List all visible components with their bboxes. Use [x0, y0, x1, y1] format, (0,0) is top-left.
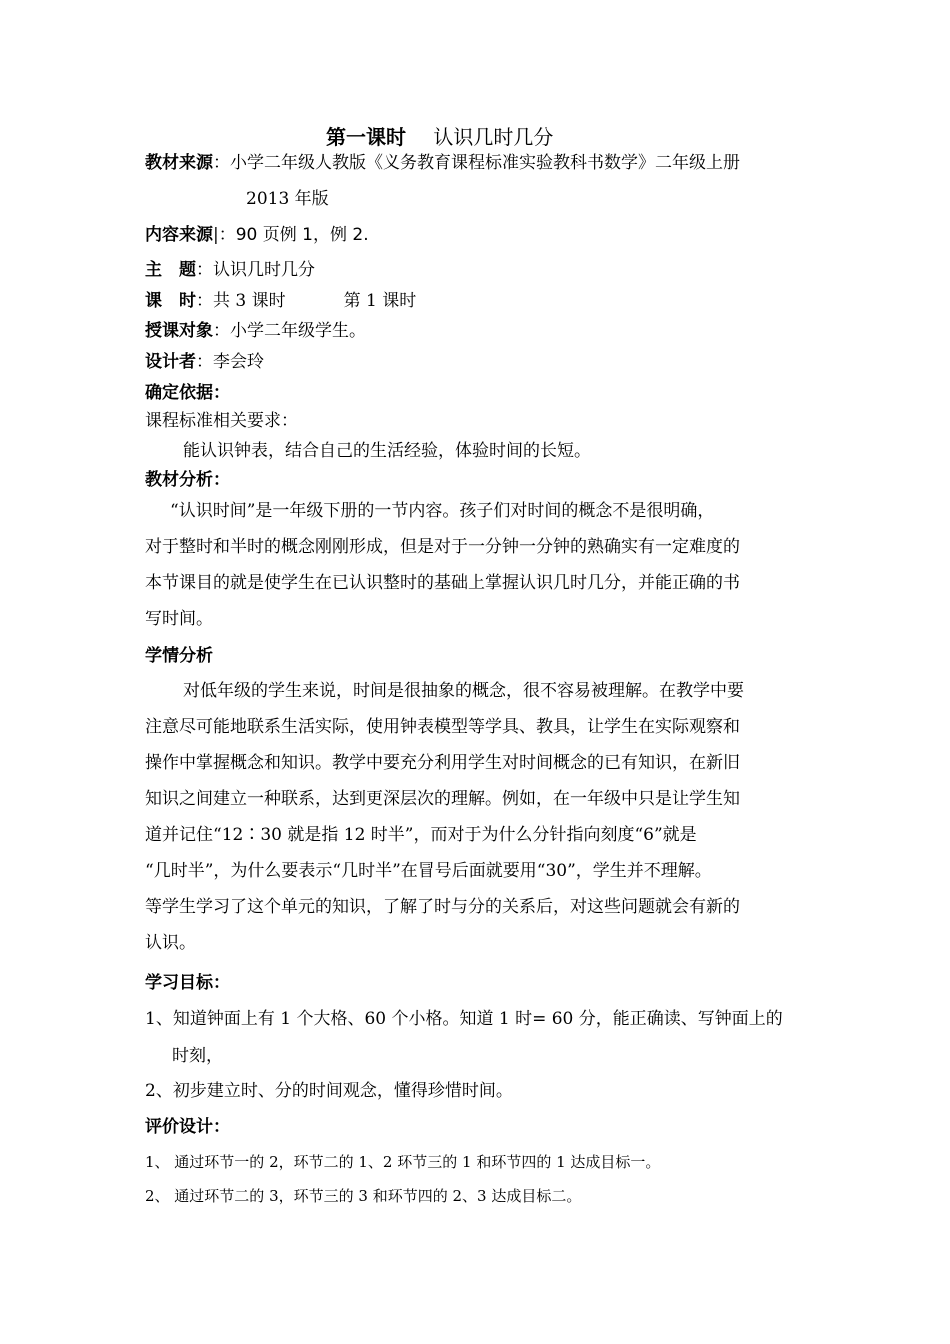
- designer-label: 设计者: [145, 352, 196, 372]
- analysis-heading: 教材分析：: [145, 470, 230, 490]
- content-source-label: 内容来源: [145, 225, 213, 245]
- goals-item-1: 1、知道钟面上有 1 个大格、60 个小格。知道 1 时= 60 分，能正确读、写钟面上的: [145, 1009, 783, 1029]
- goals-item-2: 2、初步建立时、分的时间观念，懂得珍惜时间。: [145, 1081, 513, 1101]
- evaluation-item-1: 1、 通过环节一的 2，环节二的 1、2 环节三的 1 和环节四的 1 达成目标一。: [145, 1153, 661, 1171]
- period-sep: ：: [196, 291, 213, 311]
- designer-line: [145, 351, 264, 373]
- audience-label: 授课对象: [145, 321, 213, 341]
- designer-sep: ：: [196, 352, 213, 372]
- basis-line-2: 能认识钟表，结合自己的生活经验，体验时间的长短。: [183, 441, 591, 461]
- topic-text: 认识几时几分: [213, 260, 315, 280]
- title-main: 第一课时: [326, 125, 406, 149]
- source-sep: ：: [213, 153, 230, 173]
- content-source-sep: |：: [213, 225, 236, 245]
- situation-line-6: “几时半”，为什么要表示“几时半”在冒号后面就要用“30”，学生并不理解。: [145, 861, 712, 881]
- goals-heading: 学习目标：: [145, 973, 230, 993]
- source-line-2: 2013 年版: [246, 189, 329, 209]
- situation-line-8: 认识。: [145, 933, 196, 953]
- basis-heading: 确定依据：: [145, 383, 230, 403]
- situation-line-3: 操作中掌握概念和知识。教学中要充分利用学生对时间概念的已有知识，在新旧: [145, 753, 740, 773]
- situation-line-5: 道并记住“12∶30 就是指 12 时半”，而对于为什么分针指向刻度“6”就是: [145, 825, 697, 845]
- situation-line-4: 知识之间建立一种联系，达到更深层次的理解。例如，在一年级中只是让学生知: [145, 789, 740, 809]
- topic-sep: ：: [196, 260, 213, 280]
- analysis-line-1: “认识时间”是一年级下册的一节内容。孩子们对时间的概念不是很明确，: [170, 501, 715, 521]
- period-text: 共 3 课时: [213, 291, 286, 311]
- goals-item-1-cont: 时刻，: [172, 1046, 223, 1066]
- basis-line-1: 课程标准相关要求：: [145, 411, 298, 431]
- evaluation-heading: 评价设计：: [145, 1117, 230, 1137]
- period-label: 课 时: [145, 291, 196, 311]
- period-text-2: 第 1 课时: [343, 291, 417, 311]
- period-line: [145, 290, 416, 312]
- analysis-line-2: 对于整时和半时的概念刚刚形成，但是对于一分钟一分钟的熟确实有一定难度的: [145, 537, 740, 557]
- situation-line-7: 等学生学习了这个单元的知识，了解了时与分的关系后，对这些问题就会有新的: [145, 897, 740, 917]
- situation-line-2: 注意尽可能地联系生活实际，使用钟表模型等学具、教具，让学生在实际观察和: [145, 717, 740, 737]
- source-text: 小学二年级人教版《义务教育课程标准实验教科书数学》二年级上册: [230, 153, 740, 173]
- topic-label: 主 题: [145, 260, 196, 280]
- page-title: [326, 126, 553, 150]
- analysis-line-4: 写时间。: [145, 609, 213, 629]
- audience-text: 小学二年级学生。: [230, 321, 366, 341]
- analysis-line-3: 本节课目的就是使学生在已认识整时的基础上掌握认识几时几分，并能正确的书: [145, 573, 740, 593]
- designer-text: 李会玲: [213, 352, 264, 372]
- situation-line-1: 对低年级的学生来说，时间是很抽象的概念，很不容易被理解。在教学中要: [183, 681, 744, 701]
- audience-line: [145, 320, 366, 342]
- content-source-text: 90 页例 1，例 2.: [235, 225, 369, 245]
- source-label: 教材来源: [145, 153, 213, 173]
- evaluation-item-2: 2、 通过环节二的 3，环节三的 3 和环节四的 2、3 达成目标二。: [145, 1187, 582, 1205]
- topic-line: [145, 259, 315, 281]
- source-line: [145, 152, 740, 174]
- situation-heading: 学情分析: [145, 646, 213, 666]
- title-sub: 认识几时几分: [433, 125, 554, 149]
- content-source-line: [145, 224, 369, 246]
- audience-sep: ：: [213, 321, 230, 341]
